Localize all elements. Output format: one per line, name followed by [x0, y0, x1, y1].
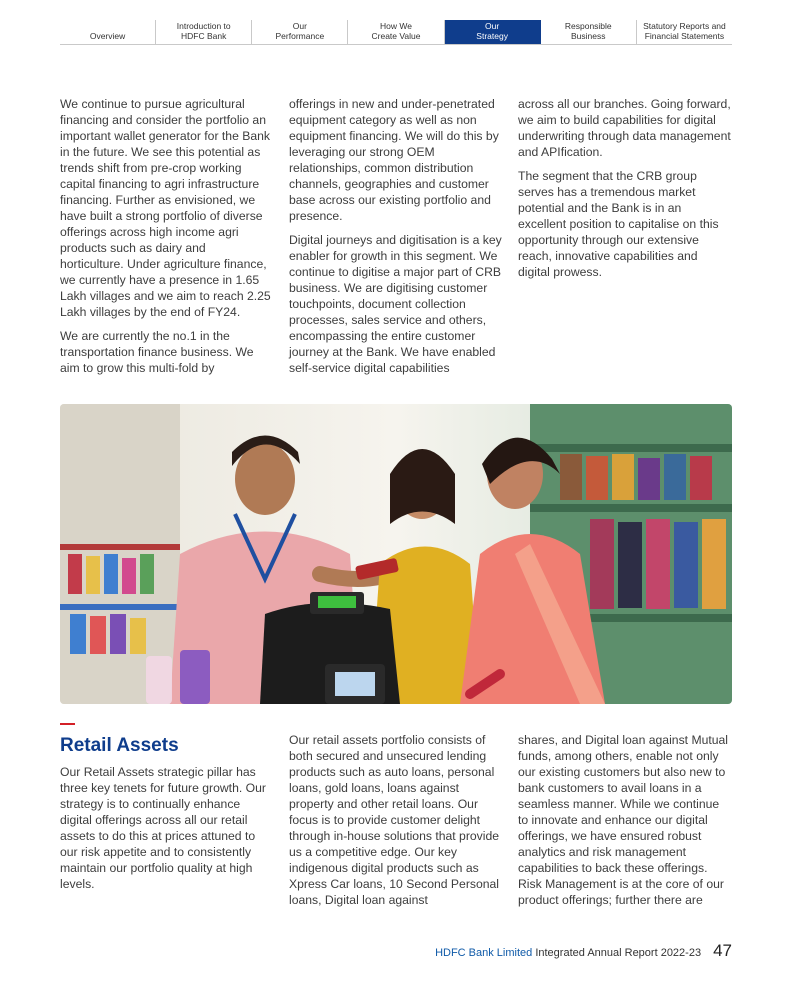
tab-statutory-reports[interactable]: Statutory Reports and Financial Statements	[643, 21, 726, 41]
tab-responsible-business[interactable]: Responsible Business	[541, 20, 637, 44]
retail-text-column-3	[518, 732, 732, 916]
paragraph: Digital journeys and digitisation is a key enabler for growth in this segment. We continue to digitise a major part of CRB business. We are digitising customer touchpoints, document collection processes, sales service and others, encompassing the entire customer journey at the Bank. We have enabled self-service digital capabilities	[289, 233, 502, 375]
paragraph: across all our branches. Going forward, we aim to build capabilities for digital underwriting through data management and APIfication.	[518, 97, 731, 159]
section-accent-dash	[60, 723, 75, 725]
paragraph: offerings in new and under-penetrated equipment category as well as non equipment financing. We will do this by leveraging our strong OEM relationships, common distribution channels, geographies and customer base across our existing portfolio and presence.	[289, 97, 499, 223]
paragraph: We continue to pursue agricultural financing and consider the portfolio an important wallet generator for the Bank in the future. We see this potential as trends shift from pre-crop working capital financing to agri infrastructure financing. Further as envisioned, we have built a strong portfolio of diverse offerings across high income agri products such as dairy and horticulture. Under agriculture finance, we currently have a presence in 1.65 Lakh villages and we aim to reach 2.25 Lakh villages by the end of FY24.	[60, 97, 271, 319]
paragraph: We are currently the no.1 in the transportation finance business. We aim to grow this multi-fold by	[60, 329, 254, 375]
footer-brand: HDFC Bank Limited	[435, 947, 533, 959]
tab-performance[interactable]: Our Performance	[252, 20, 348, 44]
section-nav	[60, 20, 732, 45]
section-heading-retail-assets: Retail Assets	[60, 735, 179, 756]
paragraph: Our Retail Assets strategic pillar has three key tenets for future growth. Our strategy is to continually enhance digital offerings across all our retail assets to do this at prices attuned to our risk appetite and to consistently maintain our portfolio quality at high levels.	[60, 765, 266, 891]
tab-introduction[interactable]: Introduction to HDFC Bank	[156, 20, 252, 44]
page-footer	[435, 941, 732, 961]
retail-text-column-1	[60, 764, 272, 900]
text-column-3	[518, 96, 732, 288]
text-column-1	[60, 96, 272, 384]
paragraph: The segment that the CRB group serves has a tremendous market potential and the Bank is in an excellent position to capitalise on this opportunity through our extensive reach, innovative capabilities and digital prowess.	[518, 169, 719, 279]
tab-create-value[interactable]: How We Create Value	[348, 20, 444, 44]
tab-overview[interactable]: Overview	[60, 20, 156, 44]
paragraph: shares, and Digital loan against Mutual funds, among others, enable not only our existing customers but also new to bank customers to avail loans in a seamless manner. While we continue to innovate and enhance our digital offerings, we have ensured robust analytics and risk management capabilities to back these offerings. Risk Management is at the core of our product offerings; further there are	[518, 733, 729, 907]
page-number: 47	[713, 941, 732, 960]
tab-strategy[interactable]: Our Strategy	[445, 20, 541, 44]
retail-text-column-2	[289, 732, 503, 916]
footer-report-title	[435, 947, 701, 959]
footer-report: Integrated Annual Report 2022-23	[535, 947, 702, 959]
store-photo	[60, 404, 732, 704]
text-column-2	[289, 96, 503, 384]
paragraph: Our retail assets portfolio consists of both secured and unsecured lending products such as auto loans, personal loans, gold loans, loans against property and other retail loans. Our focus is to provide customer delight through in-house solutions that provide us a competitive edge. Our key indigenous digital products such as Xpress Car loans, 10 Second Personal loans, Digital loan against	[289, 733, 500, 907]
